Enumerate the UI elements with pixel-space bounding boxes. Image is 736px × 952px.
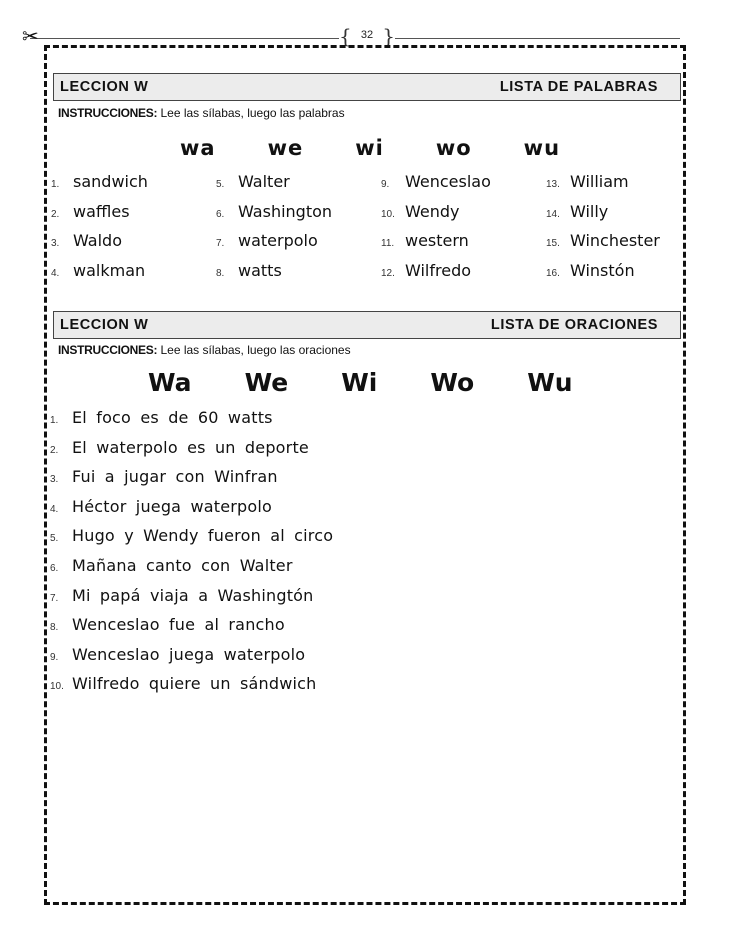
- list-item: [216, 172, 332, 202]
- sentence: El foco es de 60 watts: [72, 408, 273, 427]
- list-item: [51, 261, 148, 291]
- word: sandwich: [73, 172, 148, 191]
- word: Washington: [238, 201, 333, 221]
- sentence: Wenceslao fue al rancho: [72, 615, 285, 635]
- sentence: Wilfredo quiere un sándwich: [72, 674, 317, 694]
- item-number: 1.: [51, 179, 60, 190]
- item-number: 8.: [50, 622, 59, 634]
- instructions-label: INSTRUCCIONES:: [58, 343, 158, 357]
- list-item: [50, 645, 333, 675]
- item-number: 11.: [381, 238, 395, 249]
- word: Winchester: [570, 231, 660, 250]
- word: Wenceslao: [405, 172, 491, 191]
- word: waterpolo: [238, 231, 318, 250]
- syllable: we: [267, 136, 304, 160]
- word-column-3: [381, 172, 491, 290]
- page-number: 32: [360, 29, 374, 41]
- item-number: 1.: [50, 415, 59, 426]
- syllable: Wu: [527, 368, 573, 397]
- item-number: 2.: [50, 444, 59, 456]
- list-item: [50, 438, 333, 468]
- word: waffles: [73, 201, 130, 221]
- item-number: 16.: [546, 267, 560, 279]
- word-column-1: [51, 172, 148, 290]
- lesson-header-words: [53, 73, 681, 101]
- word: walkman: [73, 260, 146, 280]
- list-item: [51, 202, 148, 232]
- word: western: [405, 231, 469, 250]
- item-number: 4.: [50, 503, 59, 515]
- list-item: [50, 586, 333, 616]
- item-number: 9.: [50, 651, 59, 663]
- lesson-title: LECCION W: [60, 317, 149, 333]
- list-item: [546, 202, 660, 232]
- item-number: 9.: [381, 179, 390, 190]
- list-title: LISTA DE ORACIONES: [490, 317, 658, 333]
- list-item: [50, 467, 333, 497]
- word: Willy: [570, 201, 609, 221]
- sentence: Fui a jugar con Winfran: [72, 467, 278, 487]
- item-number: 10.: [381, 208, 395, 220]
- item-number: 15.: [546, 238, 560, 249]
- list-item: [216, 202, 332, 232]
- item-number: 3.: [50, 474, 59, 486]
- word: Wilfredo: [405, 260, 472, 280]
- syllable: wo: [435, 136, 472, 160]
- item-number: 2.: [51, 208, 60, 220]
- list-item: [50, 497, 333, 527]
- item-number: 5.: [216, 179, 225, 190]
- word: William: [570, 172, 629, 191]
- list-item: [546, 261, 660, 291]
- right-brace-icon: }: [382, 24, 395, 48]
- word: watts: [238, 260, 282, 280]
- word: Waldo: [73, 231, 122, 250]
- instructions-label: INSTRUCCIONES:: [58, 106, 158, 120]
- syllable: Wi: [341, 368, 378, 397]
- list-item: [50, 556, 333, 586]
- syllable: We: [244, 368, 289, 397]
- sentence: Mi papá viaja a Washingtón: [72, 585, 314, 605]
- instructions-sentences: [58, 343, 351, 357]
- left-brace-icon: {: [339, 24, 352, 48]
- sentence: Mañana canto con Walter: [72, 555, 293, 575]
- list-item: [50, 526, 333, 556]
- list-item: [51, 172, 148, 202]
- list-item: [381, 202, 491, 232]
- list-item: [381, 172, 491, 202]
- item-number: 7.: [216, 238, 225, 249]
- word-column-4: [546, 172, 660, 290]
- instructions-words: [58, 106, 345, 120]
- syllable: wa: [180, 136, 216, 160]
- item-number: 6.: [216, 208, 225, 220]
- list-item: [216, 231, 332, 261]
- item-number: 6.: [50, 562, 59, 574]
- word: Wendy: [405, 201, 460, 221]
- syllable: Wa: [148, 368, 192, 397]
- sentence: Hugo y Wendy fueron al circo: [72, 526, 334, 546]
- sentence-list: [50, 408, 333, 704]
- sentence: El waterpolo es un deporte: [72, 437, 309, 457]
- list-item: [51, 231, 148, 261]
- list-item: [546, 231, 660, 261]
- list-item: [381, 261, 491, 291]
- item-number: 5.: [50, 533, 59, 545]
- sentence: Wenceslao juega waterpolo: [72, 644, 306, 664]
- item-number: 10.: [50, 681, 64, 693]
- syllable: wu: [523, 136, 561, 160]
- item-number: 3.: [51, 238, 60, 249]
- item-number: 13.: [546, 179, 560, 190]
- word-column-2: [216, 172, 332, 290]
- list-item: [546, 172, 660, 202]
- instructions-text: Lee las sílabas, luego las oraciones: [160, 343, 351, 357]
- scissors-icon: ✂: [22, 24, 39, 48]
- lesson-title: LECCION W: [60, 79, 149, 95]
- word: Walter: [238, 172, 290, 191]
- item-number: 12.: [381, 267, 395, 279]
- list-item: [50, 674, 333, 704]
- list-item: [381, 231, 491, 261]
- list-item: [50, 615, 333, 645]
- syllable: Wo: [430, 368, 475, 397]
- item-number: 7.: [50, 592, 59, 604]
- list-item: [216, 261, 332, 291]
- instructions-text: Lee las sílabas, luego las palabras: [160, 106, 345, 120]
- syllables-row-2: [148, 368, 626, 397]
- syllable: wi: [355, 136, 384, 160]
- word: Winstón: [570, 260, 635, 280]
- syllables-row-1: [180, 136, 612, 160]
- item-number: 4.: [51, 267, 60, 279]
- list-title: LISTA DE PALABRAS: [499, 79, 658, 95]
- list-item: [50, 408, 333, 438]
- item-number: 14.: [546, 208, 560, 220]
- lesson-header-sentences: [53, 311, 681, 339]
- item-number: 8.: [216, 267, 225, 279]
- sentence: Héctor juega waterpolo: [72, 496, 273, 516]
